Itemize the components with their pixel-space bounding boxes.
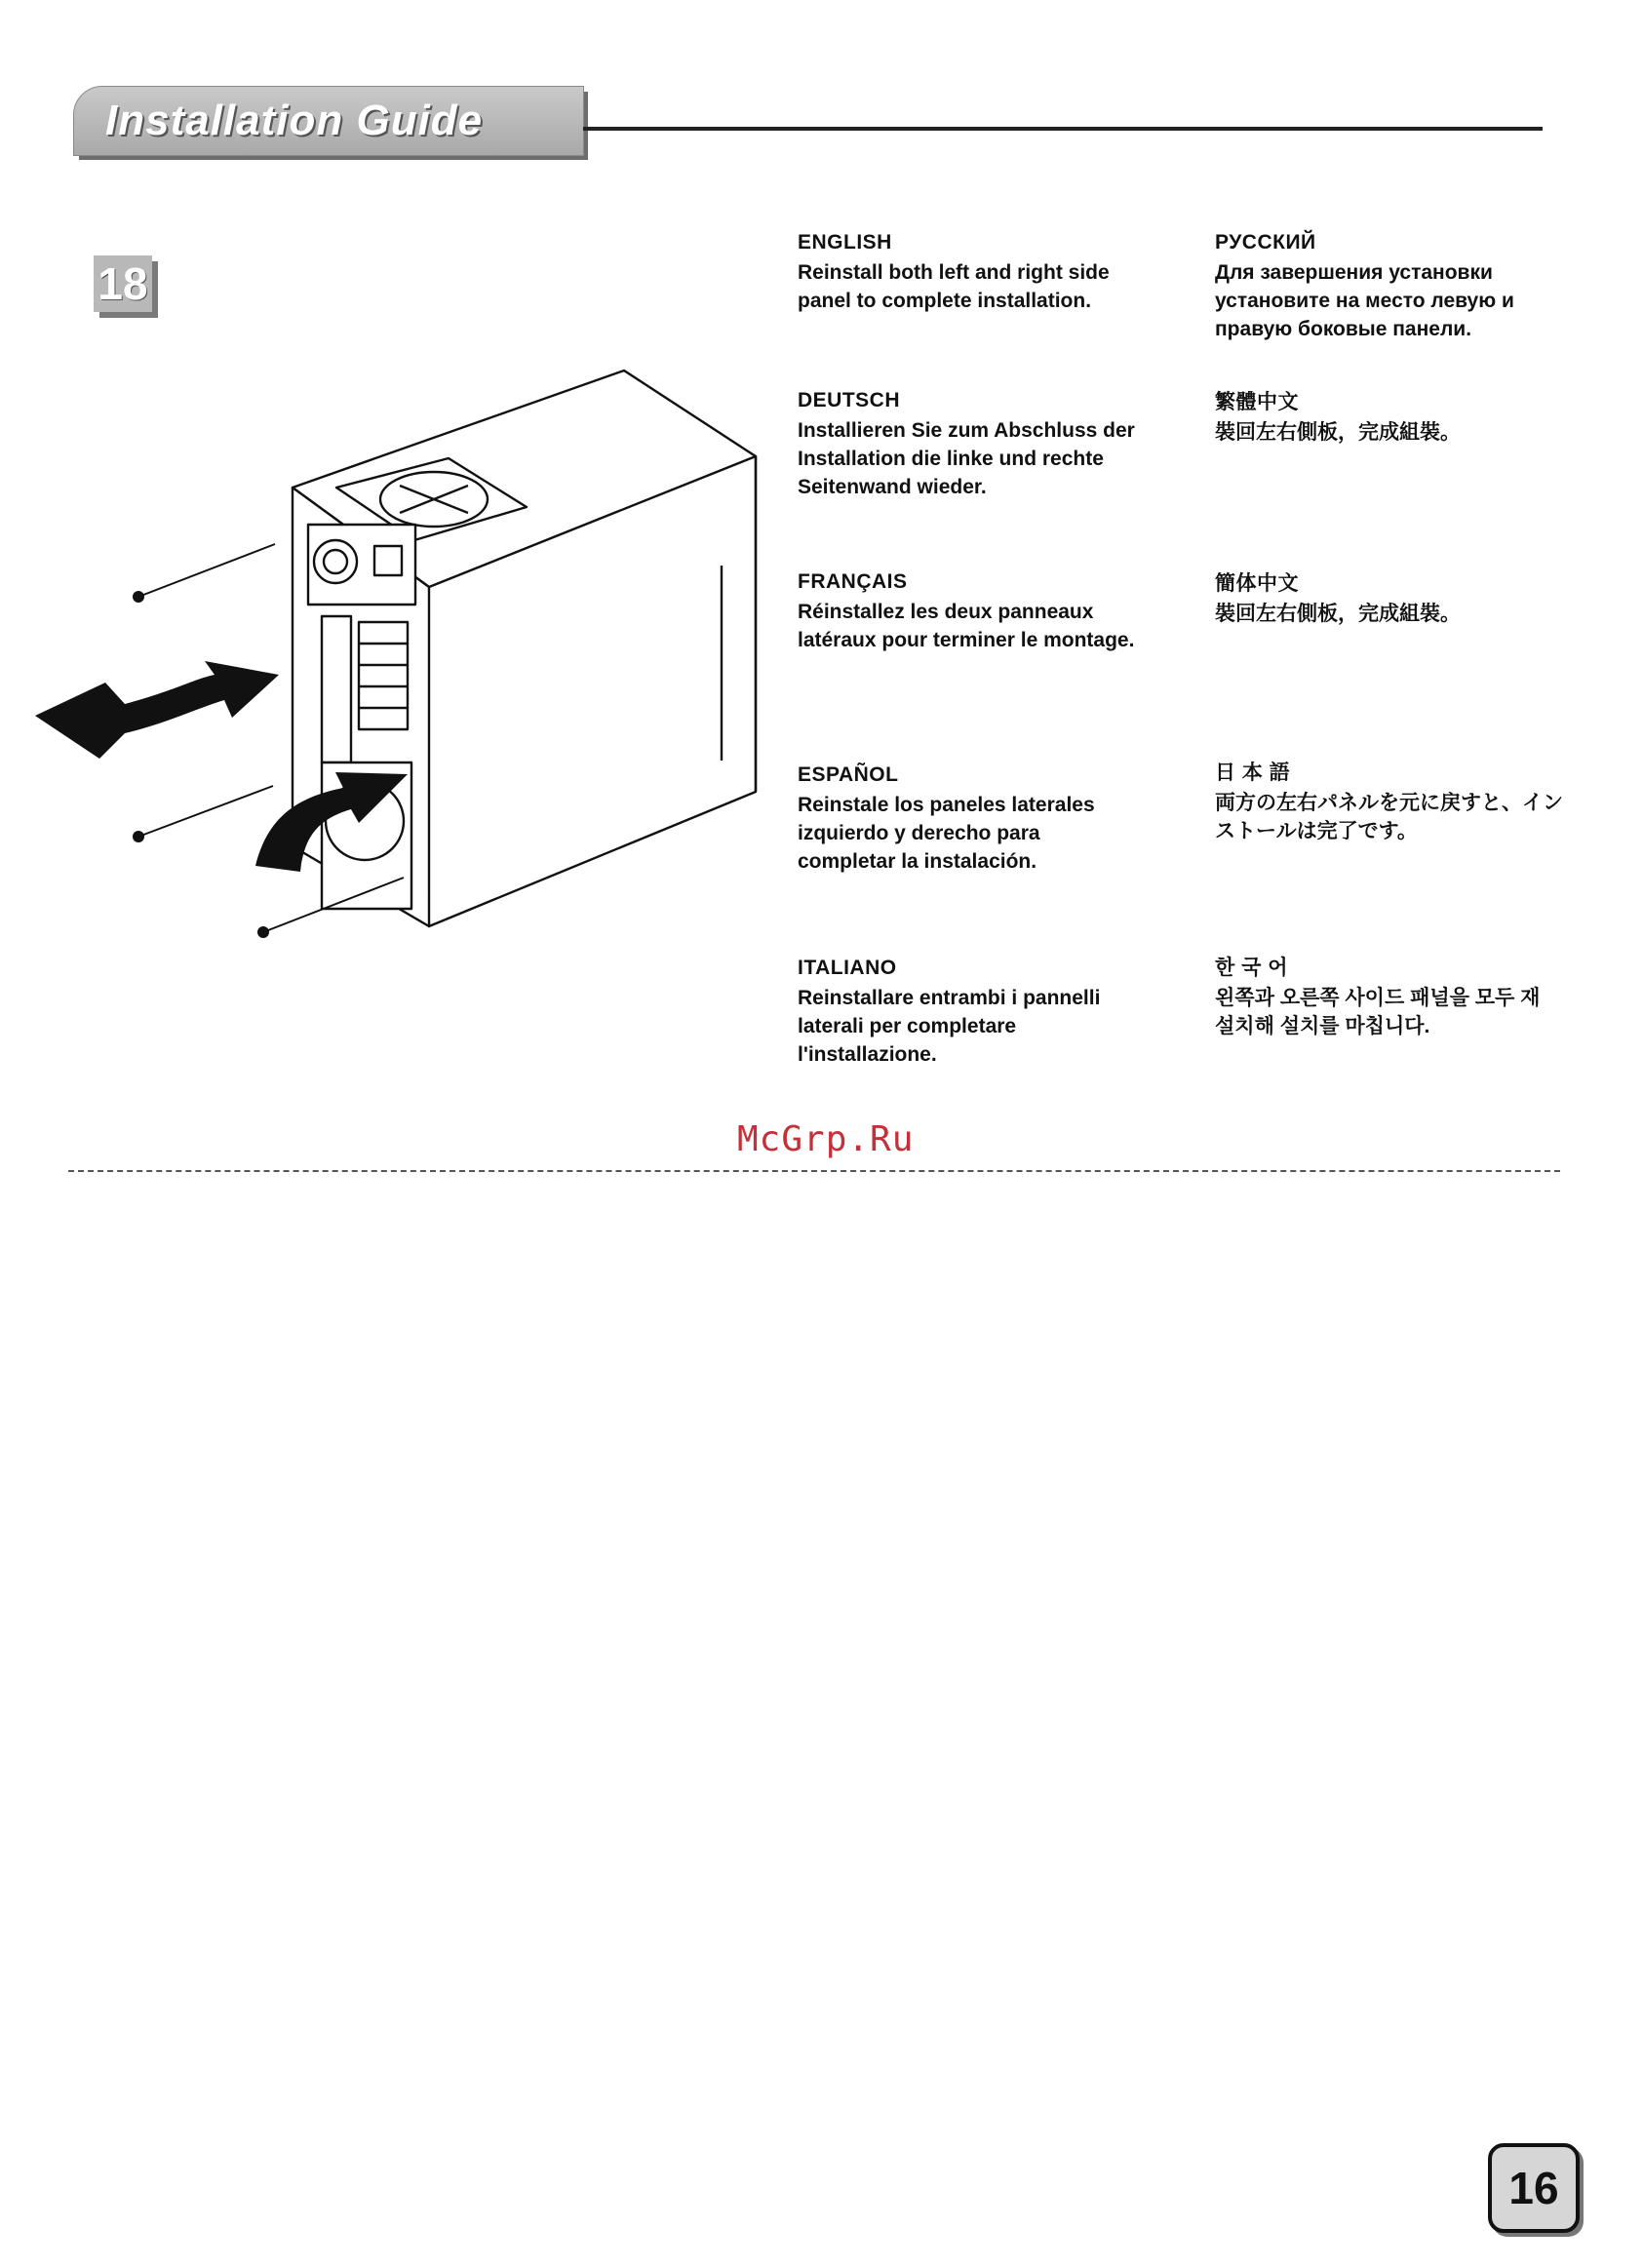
lang-title: 한 국 어 bbox=[1215, 957, 1289, 979]
lang-text: 裝回左右側板，完成組裝。 bbox=[1215, 603, 1461, 625]
lang-text: Для завершения установки установите на место левую и правую боковые панели. bbox=[1215, 261, 1514, 340]
lang-text: Réinstallez les deux panneaux latéraux pour terminer le montage. bbox=[798, 601, 1135, 651]
header-tab bbox=[73, 86, 584, 156]
lang-title: ITALIANO bbox=[798, 957, 897, 979]
lang-japanese bbox=[1215, 759, 1624, 845]
lang-title: ESPAÑOL bbox=[798, 763, 899, 786]
lang-text: 왼쪽과 오른쪽 사이드 패널을 모두 재 설치해 설치를 마칩니다. bbox=[1215, 987, 1541, 1037]
lang-title: ENGLISH bbox=[798, 231, 892, 254]
lang-title: 繁體中文 bbox=[1215, 391, 1299, 413]
lang-text: Installieren Sie zum Abschluss der Installation die linke und rechte Seitenwand wieder. bbox=[798, 419, 1135, 498]
lang-text: 裝回左右側板，完成組裝。 bbox=[1215, 421, 1461, 444]
lang-text: Reinstall both left and right side panel to complete installation. bbox=[798, 261, 1110, 312]
page-number: 16 bbox=[1488, 2143, 1580, 2233]
header-banner bbox=[73, 86, 590, 158]
lang-espanol bbox=[798, 761, 1207, 876]
lang-text: Reinstallare entrambi i pannelli laterali per completare l'installazione. bbox=[798, 987, 1101, 1066]
lang-traditional-chinese bbox=[1215, 388, 1624, 447]
lang-title: 日 本 語 bbox=[1215, 762, 1291, 784]
lang-francais bbox=[798, 567, 1207, 654]
lang-title: DEUTSCH bbox=[798, 389, 901, 411]
dashed-divider bbox=[68, 1170, 1560, 1172]
watermark: McGrp.Ru bbox=[737, 1119, 915, 1159]
step-badge bbox=[94, 255, 158, 318]
step-number: 18 bbox=[94, 255, 152, 312]
lang-title: 簡体中文 bbox=[1215, 572, 1299, 595]
lang-simplified-chinese bbox=[1215, 569, 1624, 628]
lang-title: FRANÇAIS bbox=[798, 570, 908, 593]
lang-english bbox=[798, 228, 1207, 315]
case-illustration bbox=[29, 361, 770, 946]
page-title: Installation Guide bbox=[105, 97, 484, 144]
lang-text: 両方の左右パネルを元に戻すと、インストールは完了です。 bbox=[1215, 792, 1563, 842]
arrow-icon bbox=[35, 661, 279, 759]
lang-italiano bbox=[798, 954, 1207, 1069]
lang-russian bbox=[1215, 228, 1624, 343]
lang-korean bbox=[1215, 954, 1624, 1040]
lang-text: Reinstale los paneles laterales izquierdo y derecho para completar la instalación. bbox=[798, 794, 1095, 873]
lang-title: РУССКИЙ bbox=[1215, 231, 1316, 254]
lang-deutsch bbox=[798, 386, 1207, 501]
header-rule bbox=[583, 127, 1543, 131]
